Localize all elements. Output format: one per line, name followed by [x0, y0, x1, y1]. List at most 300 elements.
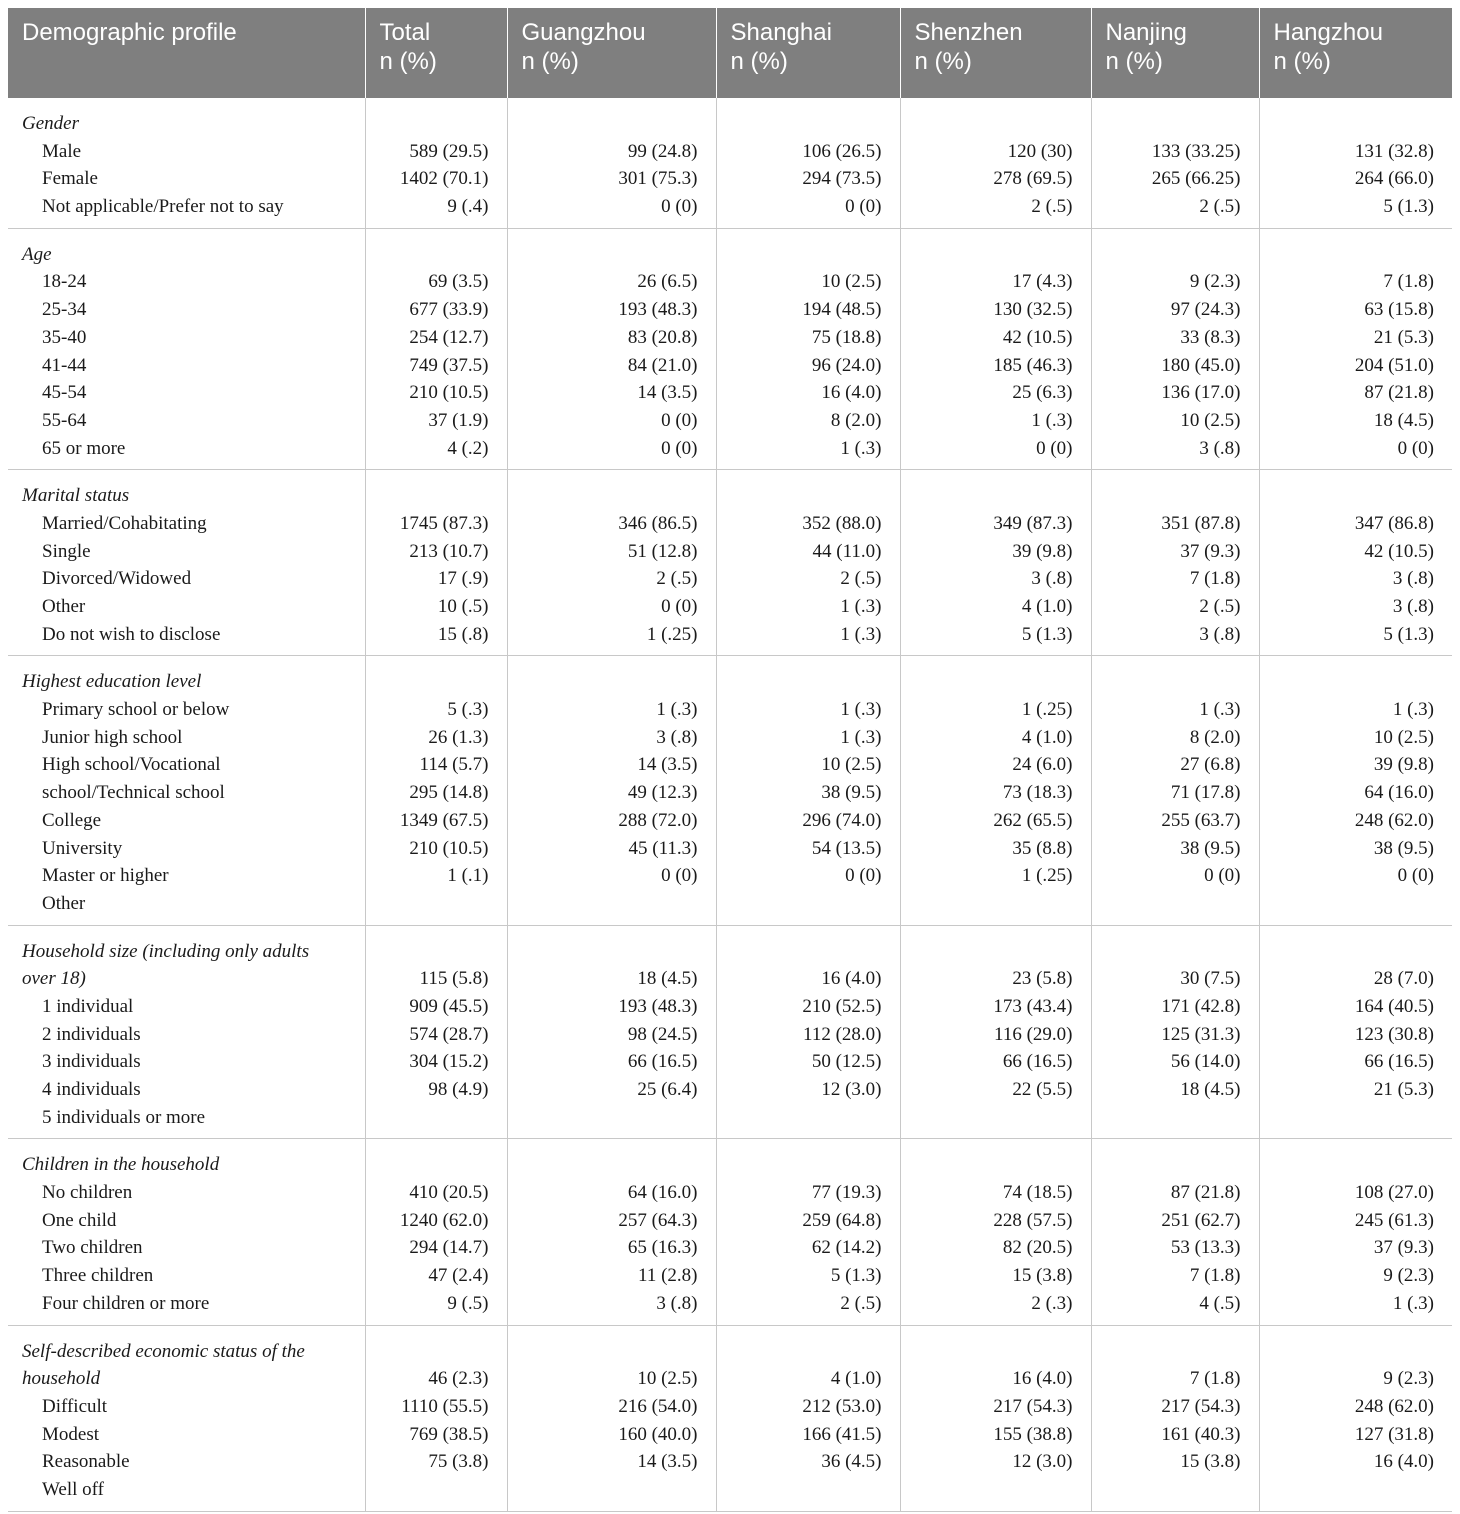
- value: 18 (4.5): [637, 968, 698, 990]
- value: 5 (1.3): [830, 1265, 882, 1287]
- value: 14 (3.5): [637, 754, 698, 776]
- category-label: Junior high school: [42, 726, 183, 748]
- value: 10 (.5): [437, 596, 489, 617]
- value-cell-guangzhou: [507, 925, 716, 1139]
- category-label: One child: [42, 1209, 117, 1231]
- value: 1 (.1): [447, 865, 489, 887]
- value: 27 (6.8): [1180, 754, 1241, 776]
- value: 180 (45.0): [1161, 354, 1241, 376]
- value: 0 (0): [661, 196, 698, 218]
- value: 131 (32.8): [1354, 140, 1434, 162]
- group-row-self-described-economic-status-of-the-household: [8, 1325, 1452, 1511]
- value: 66 (16.5): [1364, 1051, 1434, 1073]
- value: 112 (28.0): [803, 1023, 882, 1045]
- value: 410 (20.5): [409, 1182, 489, 1204]
- value-cell-shenzhen: [900, 925, 1091, 1139]
- value: 24 (6.0): [1012, 754, 1073, 776]
- value-cell-shenzhen: [900, 1325, 1091, 1511]
- value: 4 (1.0): [1021, 726, 1073, 748]
- value: 1 (.3): [1392, 1292, 1434, 1314]
- value: 12 (3.0): [1012, 1451, 1073, 1473]
- value: 56 (14.0): [1170, 1051, 1241, 1073]
- value: 352 (88.0): [802, 512, 882, 534]
- value: 264 (66.0): [1354, 168, 1434, 190]
- value: 37 (9.3): [1180, 540, 1241, 562]
- value: 69 (3.5): [428, 271, 489, 293]
- spacer: [1274, 668, 1435, 696]
- header-demographic-profile: Demographic profile: [8, 8, 365, 98]
- value-cell-shenzhen: [900, 656, 1091, 925]
- value: 23 (5.8): [1012, 968, 1073, 990]
- value: 204 (51.0): [1354, 354, 1434, 376]
- value: 193 (48.3): [618, 995, 698, 1017]
- value: 44 (11.0): [812, 540, 882, 562]
- value: 217 (54.3): [1161, 1395, 1241, 1417]
- value: 42 (10.5): [1002, 326, 1073, 348]
- header-hangzhou: Hangzhou n (%): [1259, 8, 1452, 98]
- value-cell-hangzhou: [1259, 925, 1452, 1139]
- group-title: Gender: [22, 113, 79, 134]
- category-label: 5 individuals or more: [42, 1106, 206, 1128]
- spacer: [1274, 110, 1435, 138]
- spacer: [731, 1151, 882, 1179]
- value: 0 (0): [1397, 437, 1434, 459]
- spacer: [915, 241, 1073, 269]
- value: 7 (1.8): [1189, 1368, 1241, 1390]
- value: 351 (87.8): [1161, 512, 1241, 534]
- value: 574 (28.7): [409, 1023, 489, 1045]
- value-cell-total: [365, 656, 507, 925]
- value: 8 (2.0): [1189, 726, 1241, 748]
- value: 259 (64.8): [802, 1209, 882, 1231]
- value: 8 (2.0): [830, 409, 882, 431]
- spacer: [380, 938, 489, 966]
- value-cell-hangzhou: [1259, 228, 1452, 470]
- category-label: 41-44: [42, 354, 87, 376]
- group-title: household: [22, 1368, 101, 1390]
- category-label: Other: [42, 892, 86, 914]
- value: 210 (10.5): [409, 837, 489, 859]
- value: 10 (2.5): [1373, 726, 1434, 748]
- value: 7 (1.8): [1189, 568, 1241, 590]
- value: 84 (21.0): [627, 354, 698, 376]
- value: 1 (.3): [840, 699, 882, 721]
- value-cell-shanghai: [716, 98, 900, 228]
- value: 278 (69.5): [993, 168, 1073, 190]
- category-label: Female: [42, 168, 98, 190]
- value: 45 (11.3): [628, 837, 698, 859]
- category-label: Do not wish to disclose: [42, 623, 221, 645]
- value: 14 (3.5): [637, 1451, 698, 1473]
- value: 26 (6.5): [637, 271, 698, 293]
- value: 16 (4.0): [1373, 1451, 1434, 1473]
- value: 346 (86.5): [618, 512, 698, 534]
- value: 75 (18.8): [811, 326, 882, 348]
- category-label: Two children: [42, 1237, 143, 1259]
- value: 0 (0): [845, 196, 882, 218]
- value: 26 (1.3): [428, 726, 489, 748]
- category-label: 1 individual: [42, 995, 134, 1017]
- group-row-highest-education-level: [8, 656, 1452, 925]
- value: 63 (15.8): [1364, 299, 1434, 321]
- value: 4 (.5): [1199, 1292, 1241, 1314]
- value: 5 (1.3): [1383, 196, 1434, 218]
- value: 21 (5.3): [1373, 326, 1434, 348]
- category-label: 3 individuals: [42, 1051, 141, 1073]
- header-guangzhou: Guangzhou n (%): [507, 8, 716, 98]
- category-label: Well off: [42, 1478, 104, 1500]
- value: 288 (72.0): [618, 809, 698, 831]
- value: 49 (12.3): [627, 782, 698, 804]
- value-cell-guangzhou: [507, 228, 716, 470]
- value: 248 (62.0): [1354, 809, 1434, 831]
- category-label: 45-54: [42, 382, 87, 404]
- value: 17 (4.3): [1012, 271, 1073, 293]
- spacer: [380, 668, 489, 696]
- value: 301 (75.3): [618, 168, 698, 190]
- spacer: [1106, 668, 1241, 696]
- value: 7 (1.8): [1189, 1265, 1241, 1287]
- value: 210 (52.5): [802, 995, 882, 1017]
- spacer: [1106, 1338, 1241, 1366]
- value: 87 (21.8): [1170, 1182, 1241, 1204]
- value: 74 (18.5): [1002, 1182, 1073, 1204]
- value: 5 (.3): [447, 699, 489, 721]
- value: 4 (.2): [447, 437, 489, 459]
- value: 295 (14.8): [409, 782, 489, 804]
- value-cell-hangzhou: [1259, 1325, 1452, 1511]
- value: 28 (7.0): [1373, 968, 1434, 990]
- value: 18 (4.5): [1373, 409, 1434, 431]
- value: 10 (2.5): [821, 271, 882, 293]
- value: 294 (73.5): [802, 168, 882, 190]
- spacer: [522, 1338, 698, 1366]
- value: 0 (0): [661, 596, 698, 617]
- value-cell-nanjing: [1091, 228, 1259, 470]
- value: 0 (0): [661, 437, 698, 459]
- value-cell-total: [365, 228, 507, 470]
- value: 42 (10.5): [1364, 540, 1434, 562]
- value: 46 (2.3): [428, 1368, 489, 1390]
- spacer: [1274, 482, 1435, 510]
- value: 64 (16.0): [1364, 782, 1434, 804]
- value: 1 (.25): [1021, 865, 1073, 887]
- category-label: Reasonable: [42, 1451, 130, 1473]
- value-cell-shenzhen: [900, 228, 1091, 470]
- spacer: [915, 938, 1073, 966]
- spacer: [1106, 1151, 1241, 1179]
- value: 21 (5.3): [1373, 1079, 1434, 1100]
- value: 99 (24.8): [627, 140, 698, 162]
- category-label: Four children or more: [42, 1292, 210, 1314]
- value: 1110 (55.5): [401, 1395, 489, 1417]
- value-cell-shanghai: [716, 925, 900, 1139]
- value: 39 (9.8): [1012, 540, 1073, 562]
- category-label: Divorced/Widowed: [42, 568, 192, 590]
- value-cell-nanjing: [1091, 1139, 1259, 1325]
- value: 2 (.3): [1031, 1292, 1073, 1314]
- spacer: [731, 241, 882, 269]
- spacer: [522, 668, 698, 696]
- category-label: Married/Cohabitating: [42, 512, 207, 534]
- value: 296 (74.0): [802, 809, 882, 831]
- value: 47 (2.4): [428, 1265, 489, 1287]
- value: 349 (87.3): [993, 512, 1073, 534]
- value: 909 (45.5): [409, 995, 489, 1017]
- value: 0 (0): [1397, 865, 1434, 887]
- value: 65 (16.3): [627, 1237, 698, 1259]
- value: 9 (2.3): [1383, 1265, 1434, 1287]
- value-cell-shenzhen: [900, 1139, 1091, 1325]
- value: 11 (2.8): [638, 1265, 698, 1287]
- value: 35 (8.8): [1012, 837, 1073, 859]
- category-label: High school/Vocational: [42, 754, 221, 776]
- category-label: 2 individuals: [42, 1023, 141, 1045]
- demographic-table: [8, 8, 1452, 1512]
- value: 15 (3.8): [1180, 1451, 1241, 1473]
- value-cell-total: [365, 98, 507, 228]
- value: 3 (.8): [1031, 568, 1073, 590]
- value-cell-nanjing: [1091, 1325, 1259, 1511]
- spacer: [731, 110, 882, 138]
- value: 0 (0): [1036, 437, 1073, 459]
- value: 87 (21.8): [1364, 382, 1434, 404]
- value: 294 (14.7): [409, 1237, 489, 1259]
- value: 0 (0): [1204, 865, 1241, 887]
- value-cell-shanghai: [716, 1139, 900, 1325]
- category-label: 35-40: [42, 326, 87, 348]
- spacer: [915, 110, 1073, 138]
- group-row-age: [8, 228, 1452, 470]
- group-title: Children in the household: [22, 1154, 220, 1176]
- value: 38 (9.5): [821, 782, 882, 804]
- spacer: [1106, 110, 1241, 138]
- value: 255 (63.7): [1161, 809, 1241, 831]
- group-label-cell: [8, 228, 365, 470]
- value-cell-nanjing: [1091, 656, 1259, 925]
- value: 769 (38.5): [409, 1423, 489, 1445]
- value-cell-guangzhou: [507, 470, 716, 656]
- value: 1 (.3): [1031, 409, 1073, 431]
- value: 82 (20.5): [1002, 1237, 1073, 1259]
- value: 83 (20.8): [627, 326, 698, 348]
- value: 265 (66.25): [1151, 168, 1241, 190]
- spacer: [522, 938, 698, 966]
- value-cell-guangzhou: [507, 1325, 716, 1511]
- group-label-cell: [8, 1139, 365, 1325]
- category-label: Single: [42, 540, 91, 562]
- category-label: school/Technical school: [42, 782, 225, 804]
- group-row-marital-status: [8, 470, 1452, 656]
- value: 1 (.3): [840, 623, 882, 645]
- value: 17 (.9): [437, 568, 489, 590]
- value: 10 (2.5): [821, 754, 882, 776]
- value: 16 (4.0): [1012, 1368, 1073, 1390]
- spacer: [380, 1151, 489, 1179]
- spacer: [731, 668, 882, 696]
- spacer: [731, 1338, 882, 1366]
- value: 677 (33.9): [409, 299, 489, 321]
- value: 10 (2.5): [1180, 409, 1241, 431]
- value-cell-shenzhen: [900, 470, 1091, 656]
- category-label: Male: [42, 140, 82, 162]
- value: 54 (13.5): [811, 837, 882, 859]
- value: 130 (32.5): [993, 299, 1073, 321]
- value: 3 (.8): [656, 726, 698, 748]
- value: 193 (48.3): [618, 299, 698, 321]
- value-cell-shanghai: [716, 470, 900, 656]
- value: 115 (5.8): [419, 968, 489, 990]
- spacer: [380, 1338, 489, 1366]
- value: 16 (4.0): [821, 968, 882, 990]
- value: 3 (.8): [656, 1292, 698, 1314]
- spacer: [731, 938, 882, 966]
- value: 262 (65.5): [993, 809, 1073, 831]
- value: 257 (64.3): [618, 1209, 698, 1231]
- value: 245 (61.3): [1354, 1209, 1434, 1231]
- value: 171 (42.8): [1161, 995, 1241, 1017]
- value: 133 (33.25): [1151, 140, 1241, 162]
- value-cell-hangzhou: [1259, 1139, 1452, 1325]
- value: 98 (4.9): [428, 1079, 489, 1100]
- group-title: Self-described economic status of the: [22, 1340, 305, 1362]
- value: 0 (0): [661, 865, 698, 887]
- value: 114 (5.7): [419, 754, 489, 776]
- value: 30 (7.5): [1180, 968, 1241, 990]
- value: 194 (48.5): [802, 299, 882, 321]
- value: 136 (17.0): [1161, 382, 1241, 404]
- value: 75 (3.8): [428, 1451, 489, 1473]
- spacer: [915, 668, 1073, 696]
- value: 0 (0): [845, 865, 882, 887]
- value-cell-nanjing: [1091, 925, 1259, 1139]
- category-label: 4 individuals: [42, 1079, 141, 1100]
- spacer: [522, 110, 698, 138]
- value: 108 (27.0): [1354, 1182, 1434, 1204]
- value: 210 (10.5): [409, 382, 489, 404]
- value-cell-total: [365, 925, 507, 1139]
- spacer: [1274, 1151, 1435, 1179]
- value: 125 (31.3): [1161, 1023, 1241, 1045]
- category-label: Not applicable/Prefer not to say: [42, 196, 284, 218]
- group-row-children-in-the-household: [8, 1139, 1452, 1325]
- group-row-gender: [8, 98, 1452, 228]
- value: 3 (.8): [1392, 596, 1434, 617]
- value: 1 (.3): [656, 699, 698, 721]
- value: 9 (.5): [447, 1292, 489, 1314]
- value: 12 (3.0): [821, 1079, 882, 1100]
- value: 25 (6.3): [1012, 382, 1073, 404]
- value: 2 (.5): [1199, 596, 1241, 617]
- header-shanghai: Shanghai n (%): [716, 8, 900, 98]
- spacer: [915, 1151, 1073, 1179]
- value: 15 (3.8): [1012, 1265, 1073, 1287]
- value: 0 (0): [661, 409, 698, 431]
- spacer: [1274, 938, 1435, 966]
- spacer: [1106, 482, 1241, 510]
- value: 5 (1.3): [1021, 623, 1073, 645]
- group-label-cell: [8, 1325, 365, 1511]
- value: 62 (14.2): [811, 1237, 882, 1259]
- value: 166 (41.5): [802, 1423, 882, 1445]
- value: 97 (24.3): [1170, 299, 1241, 321]
- value: 4 (1.0): [1021, 596, 1073, 617]
- value: 173 (43.4): [993, 995, 1073, 1017]
- group-title: Age: [22, 243, 52, 265]
- value: 50 (12.5): [811, 1051, 882, 1073]
- value: 15 (.8): [437, 623, 489, 645]
- group-row-household-size-including-only-adults-over-18: [8, 925, 1452, 1139]
- value: 749 (37.5): [409, 354, 489, 376]
- value: 254 (12.7): [409, 326, 489, 348]
- value: 77 (19.3): [811, 1182, 882, 1204]
- category-label: 55-64: [42, 409, 87, 431]
- value: 38 (9.5): [1373, 837, 1434, 859]
- value: 106 (26.5): [802, 140, 882, 162]
- value: 38 (9.5): [1180, 837, 1241, 859]
- value: 66 (16.5): [627, 1051, 698, 1073]
- category-label: 18-24: [42, 271, 87, 293]
- value-cell-total: [365, 470, 507, 656]
- value: 7 (1.8): [1383, 271, 1434, 293]
- value-cell-guangzhou: [507, 1139, 716, 1325]
- spacer: [522, 482, 698, 510]
- value: 120 (30): [1007, 140, 1073, 162]
- value: 9 (2.3): [1383, 1368, 1434, 1390]
- value: 39 (9.8): [1373, 754, 1434, 776]
- value: 248 (62.0): [1354, 1395, 1434, 1417]
- value: 2 (.5): [656, 568, 698, 590]
- value: 1 (.3): [840, 596, 882, 617]
- value: 1349 (67.5): [399, 809, 489, 831]
- value: 5 (1.3): [1383, 623, 1434, 645]
- header-shenzhen: Shenzhen n (%): [900, 8, 1091, 98]
- value: 3 (.8): [1199, 623, 1241, 645]
- value: 96 (24.0): [811, 354, 882, 376]
- value: 16 (4.0): [821, 382, 882, 404]
- value: 304 (15.2): [409, 1051, 489, 1073]
- value-cell-guangzhou: [507, 656, 716, 925]
- spacer: [522, 241, 698, 269]
- value-cell-total: [365, 1139, 507, 1325]
- value: 9 (.4): [447, 196, 489, 218]
- header-total: Total n (%): [365, 8, 507, 98]
- group-title: Marital status: [22, 485, 130, 507]
- value-cell-nanjing: [1091, 470, 1259, 656]
- value: 251 (62.7): [1161, 1209, 1241, 1231]
- value: 2 (.5): [840, 1292, 882, 1314]
- spacer: [1274, 241, 1435, 269]
- value-cell-shanghai: [716, 1325, 900, 1511]
- value: 10 (2.5): [637, 1368, 698, 1390]
- value-cell-hangzhou: [1259, 656, 1452, 925]
- value: 3 (.8): [1392, 568, 1434, 590]
- category-label: 25-34: [42, 299, 87, 321]
- group-title: over 18): [22, 968, 86, 990]
- spacer: [1274, 1338, 1435, 1366]
- value: 2 (.5): [1031, 196, 1073, 218]
- value-cell-hangzhou: [1259, 98, 1452, 228]
- group-title: Highest education level: [22, 671, 202, 693]
- category-label: Three children: [42, 1265, 154, 1287]
- value: 1 (.3): [1392, 699, 1434, 721]
- value: 25 (6.4): [637, 1079, 698, 1100]
- value: 33 (8.3): [1180, 326, 1241, 348]
- value: 1 (.3): [1199, 699, 1241, 721]
- category-label: College: [42, 809, 102, 831]
- category-label: Modest: [42, 1423, 99, 1445]
- value: 37 (1.9): [428, 409, 489, 431]
